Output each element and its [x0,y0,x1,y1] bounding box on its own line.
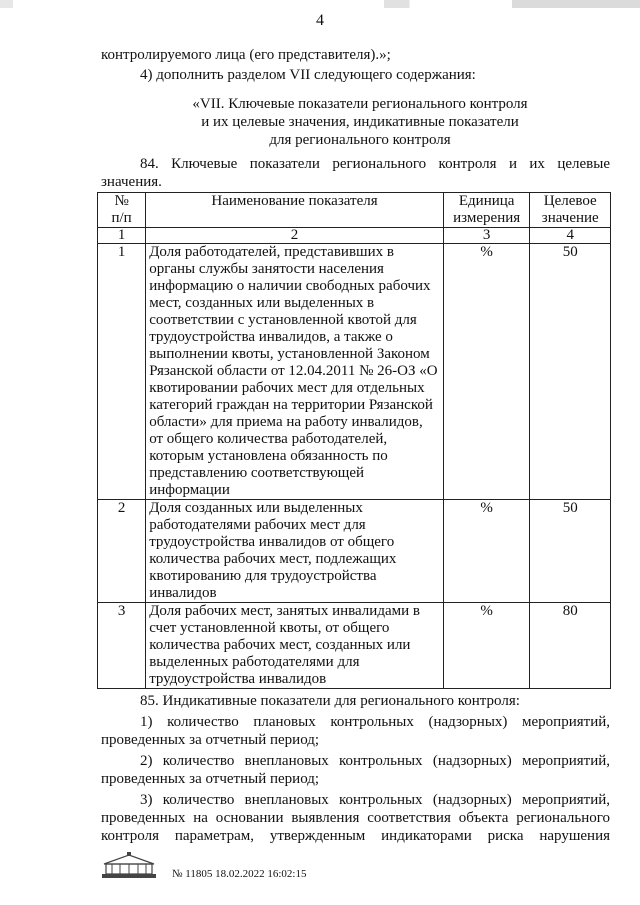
header-target [530,193,611,228]
col-number: 4 [530,228,611,244]
scan-artifact [0,0,640,8]
table-row [98,603,611,689]
col-number: 3 [443,228,530,244]
header-target-line-2: значение [541,210,599,226]
header-unit [443,193,530,228]
item-1-line-1: 1) количество плановых контрольных (надзорных) мероприятий, [140,714,610,730]
table-row [98,244,611,500]
intro-line-1: контролируемого лица (его представителя).»; [101,47,391,63]
page-number: 4 [316,12,324,29]
item-3-line-3: контроля параметрам, утвержденным индикаторами риска нарушения [101,828,610,844]
row-name: Доля работодателей, представивших в органы службы занятости населения информацию о наличии свободных рабочих мест, созданных или выделенных в соответствии с установленной квотой для трудоустройства инвалидов, а также о выполнении квоты, установленной Законом Рязанской области от 12.04.2011 № 26-ОЗ «О квотировании рабочих мест для отдельных категорий граждан на территории Рязанской области» для приема на работу инвалидов, от общего количества работодателей, которым установлена обязанность по представлению соответствующей информации [146,244,444,500]
row-unit: % [443,244,530,500]
section-heading-line-3: для регионального контроля [269,132,451,148]
item-2-line-2: проведенных за отчетный период; [101,771,320,787]
row-num: 3 [98,603,146,689]
table-header-row [98,193,611,228]
item-3-line-2: проведенных на основании выявления соответствия объекта регионального [101,810,610,826]
table-row [98,500,611,603]
row-name: Доля созданных или выделенных работодателями рабочих мест для трудоустройства инвалидов от общего количества рабочих мест, подлежащих квотированию для трудоустройства инвалидов [146,500,444,603]
row-target: 50 [530,244,611,500]
header-num-line-2: п/п [111,210,132,226]
header-unit-line-1: Единица [458,193,515,209]
header-num [98,193,146,228]
header-num-line-1: № [114,193,129,209]
row-num: 2 [98,500,146,603]
col-number: 1 [98,228,146,244]
row-num: 1 [98,244,146,500]
row-unit: % [443,603,530,689]
paragraph-84-line-1: 84. Ключевые показатели регионального контроля и их целевые [140,156,610,172]
row-target: 50 [530,500,611,603]
registration-stamp: № 11805 18.02.2022 16:02:15 [172,868,307,880]
document-footer [100,852,520,884]
item-3-line-1: 3) количество внеплановых контрольных (надзорных) мероприятий, [140,792,610,808]
header-target-line-1: Целевое [543,193,597,209]
paragraph-85: 85. Индикативные показатели для регионального контроля: [140,693,520,709]
section-heading-line-2: и их целевые значения, индикативные показатели [201,114,519,130]
key-indicators-table [97,192,611,689]
section-heading-line-1: «VII. Ключевые показатели регионального контроля [192,96,528,112]
paragraph-84-line-2: значения. [101,174,162,190]
row-unit: % [443,500,530,603]
column-number-row [98,228,611,244]
col-number: 2 [146,228,444,244]
row-name: Доля рабочих мест, занятых инвалидами в счет установленной квоты, от общего количества рабочих мест, созданных или выделенных работодателями для трудоустройства инвалидов [146,603,444,689]
government-building-logo [100,852,158,882]
intro-line-2: 4) дополнить разделом VII следующего содержания: [140,67,476,83]
header-unit-line-2: измерения [453,210,521,226]
row-target: 80 [530,603,611,689]
item-1-line-2: проведенных за отчетный период; [101,732,320,748]
header-name: Наименование показателя [146,193,444,228]
item-2-line-1: 2) количество внеплановых контрольных (надзорных) мероприятий, [140,753,610,769]
